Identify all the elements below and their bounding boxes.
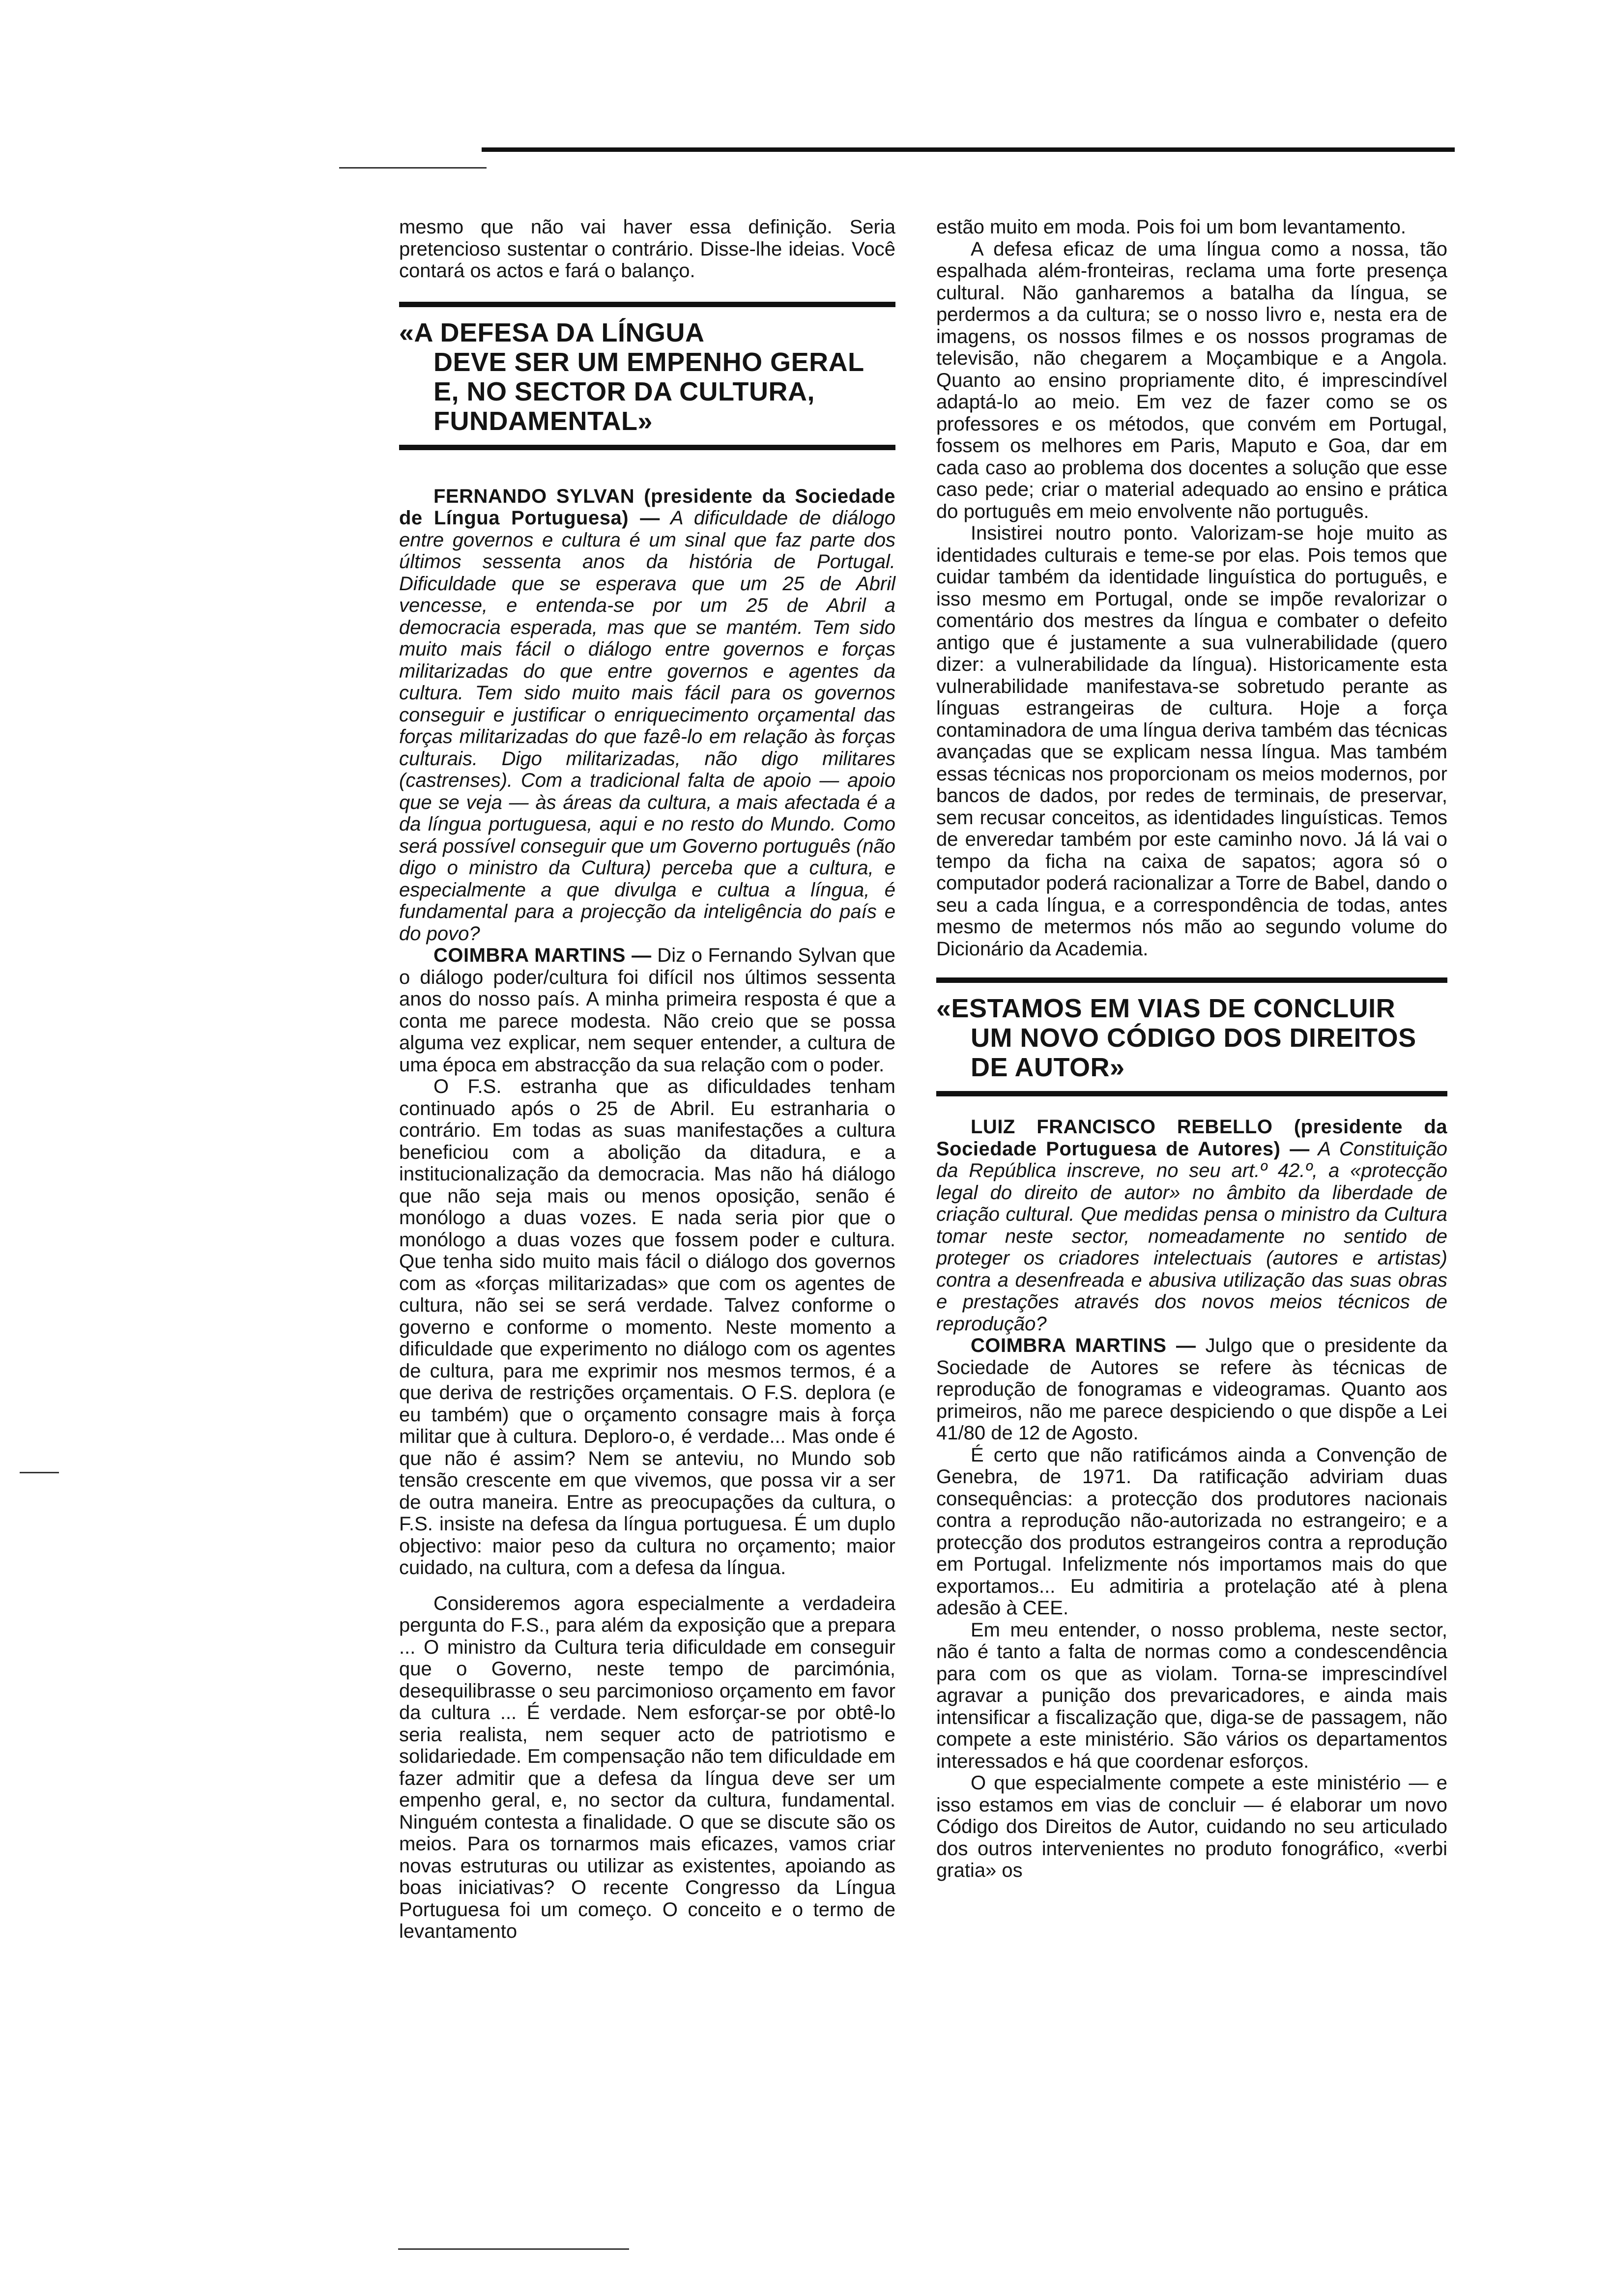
headline-codigo-direitos — [936, 994, 1447, 1082]
answer-paragraph — [936, 1335, 1447, 1444]
body-paragraph: Consideremos agora especialmente a verdadeira pergunta do F.S., para além da exposição que a prepara ... O ministro da Cultura teria dificuldade em conseguir que o Governo, neste tempo de parcimónia, desequilibrasse o seu parcimonioso orçamento em favor da cultura ... É verdade. Nem esforçar-se por obtê-lo seria realista, nem sequer acto de patriotismo e solidariedade. Em compensação não tem dificuldade em fazer admitir que a defesa da língua deve ser um empenho geral, e, no sector da cultura, fundamental. Ninguém contesta a finalidade. O que se discute são os meios. Para os tornarmos mais eficazes, vamos criar novas estruturas ou utilizar as existentes, apoiando as boas iniciativas? O recente Congresso da Língua Portuguesa foi um começo. O conceito e o termo de levantamento — [399, 1592, 895, 1942]
left-column — [399, 216, 895, 1943]
body-paragraph: O F.S. estranha que as dificuldades tenham continuado após o 25 de Abril. Eu estranharia o contrário. Em todas as suas manifestações a cultura beneficiou com a abolição da ditadura, e a institucionalização da democracia. Mas não há diálogo que não seja mais ou menos oposição, senão é monólogo a duas vozes. E nada seria pior que o monólogo a duas vozes que fossem poder e cultura. Que tenha sido muito mais fácil o diálogo dos governos com as «forças militarizadas» que com os agentes de cultura, não sei se será verdade. Talvez conforme o governo e conforme o momento. Neste momento a dificuldade que experimento no diálogo com os agentes de cultura, para me exprimir nos mesmos termos, é a que deriva de restrições orçamentais. O F.S. deplora (e eu também) que o orçamento consagre mais à força militar que à cultura. Deploro-o, é verdade... Mas onde é que não é assim? Nem se anteviu, no Mundo sob tensão crescente em que vivemos, que possa vir a ser de outra maneira. Entre as preocupações da cultura, o F.S. insiste na defesa da língua portuguesa. É um duplo objectivo: maior peso da cultura no orçamento; maior cuidado, na cultura, com a defesa da língua. — [399, 1076, 895, 1578]
bottom-rule — [398, 2248, 629, 2250]
headline-line: «A DEFESA DA LÍNGUA — [399, 317, 705, 347]
headline-line: «ESTAMOS EM VIAS DE CONCLUIR — [936, 994, 1396, 1023]
speaker-name: COIMBRA MARTINS — — [971, 1335, 1196, 1356]
headline-line: E, NO SECTOR DA CULTURA, — [433, 376, 815, 406]
question-text: A Constituição da República inscreve, no seu art.º 42.º, a «protecção legal do direito de autor» no âmbito da liberdade de criação cultural. Que medidas pensa o ministro da Cultura tomar neste sector, nomeadamente no sentido de proteger os criadores intelectuais (autores e artistas) contra a desenfreada e abusiva utilização das suas obras e prestações através dos novos meios técnicos de reprodução? — [936, 1138, 1447, 1335]
top-rule-thin — [339, 167, 487, 169]
headline-rule-top — [399, 302, 895, 307]
body-paragraph: É certo que não ratificámos ainda a Convenção de Genebra, de 1971. Da ratificação adviriam duas consequências: a protecção dos produtores nacionais contra a reprodução não-autorizada no estrangeiro; e a protecção dos produtos estrangeiros contra a reprodução em Portugal. Infelizmente nós importamos mais do que exportamos... Eu admitiria a protelação até à plena adesão à CEE. — [936, 1444, 1447, 1619]
speaker-name: COIMBRA MARTINS — — [433, 945, 652, 966]
headline-rule-bottom — [936, 1091, 1447, 1096]
margin-mark — [20, 1472, 59, 1473]
question-paragraph — [936, 1116, 1447, 1335]
body-paragraph: O que especialmente compete a este ministério — e isso estamos em vias de concluir — é elaborar um novo Código dos Direitos de Autor, cuidando no seu articulado dos outros intervenientes no produto fonográfico, «verbi gratia» os — [936, 1772, 1447, 1881]
headline-line: UM NOVO CÓDIGO DOS DIREITOS — [971, 1023, 1416, 1053]
headline-rule-bottom — [399, 445, 895, 450]
speaker-name: LUIZ FRANCISCO REBELLO (presidente da Sociedade Portuguesa de Autores) — — [936, 1116, 1447, 1160]
intro-paragraph: mesmo que não vai haver essa definição. Seria pretencioso sustentar o contrário. Disse-lhe ideias. Você contará os actos e fará o balanço. — [399, 216, 895, 282]
right-column — [936, 216, 1447, 1882]
body-paragraph: Insistirei noutro ponto. Valorizam-se hoje muito as identidades culturais e teme-se por elas. Pois temos que cuidar também da identidade linguística do português, e isso mesmo em Portugal, onde se impõe revalorizar o comentário dos mestres da língua e combater o defeito antigo que é justamente a sua vulnerabilidade (quero dizer: a vulnerabilidade da língua). Historicamente esta vulnerabilidade manifestava-se sobretudo perante as línguas estrangeiras de cultura. Hoje a força contaminadora de uma língua deriva também das técnicas avançadas que se explicam nessa língua. Mas também essas técnicas nos proporcionam os meios modernos, por bancos de dados, por redes de terminais, de preservar, sem recusar conceitos, as identidades linguísticas. Temos de enveredar também por este caminho novo. Já lá vai o tempo da ficha na caixa de sapatos; agora só o computador poderá racionalizar a Torre de Babel, dando o seu a cada língua, e a correspondência de todas, antes mesmo de metermos nós mão ao segundo volume do Dicionário da Academia. — [936, 522, 1447, 960]
headline-rule-top — [936, 977, 1447, 983]
answer-text: Diz o Fernando Sylvan que o diálogo poder/cultura foi difícil nos últimos sessenta anos do nosso país. A minha primeira resposta é que a conta me parece modesta. Não creio que se possa alguma vez explicar, nem sequer entender, a cultura de uma época em abstracção da sua relação com o poder. — [399, 945, 895, 1076]
headline-line: DE AUTOR» — [971, 1053, 1125, 1082]
question-text: A dificuldade de diálogo entre governos e cultura é um sinal que faz parte dos últimos sessenta anos da história de Portugal. Dificuldade que se esperava que um 25 de Abril vencesse, e entenda-se por um 25 de Abril a democracia esperada, mas que se mantém. Tem sido muito mais fácil o diálogo entre governos e forças militarizadas do que entre governos e agentes da cultura. Tem sido muito mais fácil para os governos conseguir e justificar o enriquecimento orçamental das forças militarizadas do que fazê-lo em relação às forças culturais. Digo militarizadas, não digo militares (castrenses). Com a tradicional falta de apoio — apoio que se veja — às áreas da cultura, a mais afectada é a da língua portuguesa, aqui e no resto do Mundo. Como será possível conseguir que um Governo português (não digo o ministro da Cultura) perceba que a cultura, e especialmente a que divulga e cultua a língua, é fundamental para a projecção da inteligência do país e do povo? — [399, 507, 895, 945]
headline-defesa-lingua — [399, 318, 895, 436]
question-paragraph — [399, 486, 895, 945]
answer-text: Julgo que o presidente da Sociedade de Autores se refere às técnicas de reprodução de fonogramas e videogramas. Quanto aos primeiros, não me parece despiciendo o que dispõe a Lei 41/80 de 12 de Agosto. — [936, 1335, 1448, 1444]
answer-paragraph — [399, 945, 895, 1076]
top-rule — [482, 147, 1455, 152]
body-paragraph: estão muito em moda. Pois foi um bom levantamento. — [936, 216, 1407, 238]
headline-line: FUNDAMENTAL» — [433, 406, 653, 436]
body-paragraph: Em meu entender, o nosso problema, neste sector, não é tanto a falta de normas como a condescendência para com os que as violam. Torna-se imprescindível agravar a punição dos prevaricadores, e ainda mais intensificar a fiscalização que, diga-se de passagem, não compete a este ministério. São vários os departamentos interessados e há que coordenar esforços. — [936, 1619, 1447, 1772]
body-paragraph: A defesa eficaz de uma língua como a nossa, tão espalhada além-fronteiras, reclama uma forte presença cultural. Não ganharemos a batalha da língua, se perdermos a da cultura; se o nosso livro e, nesta era de imagens, os nossos filmes e os nossos programas de televisão, não chegarem a Moçambique e a Angola. Quanto ao ensino propriamente dito, é imprescindível adaptá-lo ao meio. Em vez de fazer como se os professores e os métodos, que convém em Portugal, fossem os melhores em Paris, Maputo e Goa, dar em cada caso ao problema dos docentes a solução que esse caso pede; criar o material adequado ao ensino e prática do português em meio envolvente não português. — [936, 238, 1447, 522]
speaker-name: FERNANDO SYLVAN (presidente da Sociedade de Língua Portuguesa) — — [399, 485, 895, 529]
headline-line: DEVE SER UM EMPENHO GERAL — [433, 347, 864, 377]
